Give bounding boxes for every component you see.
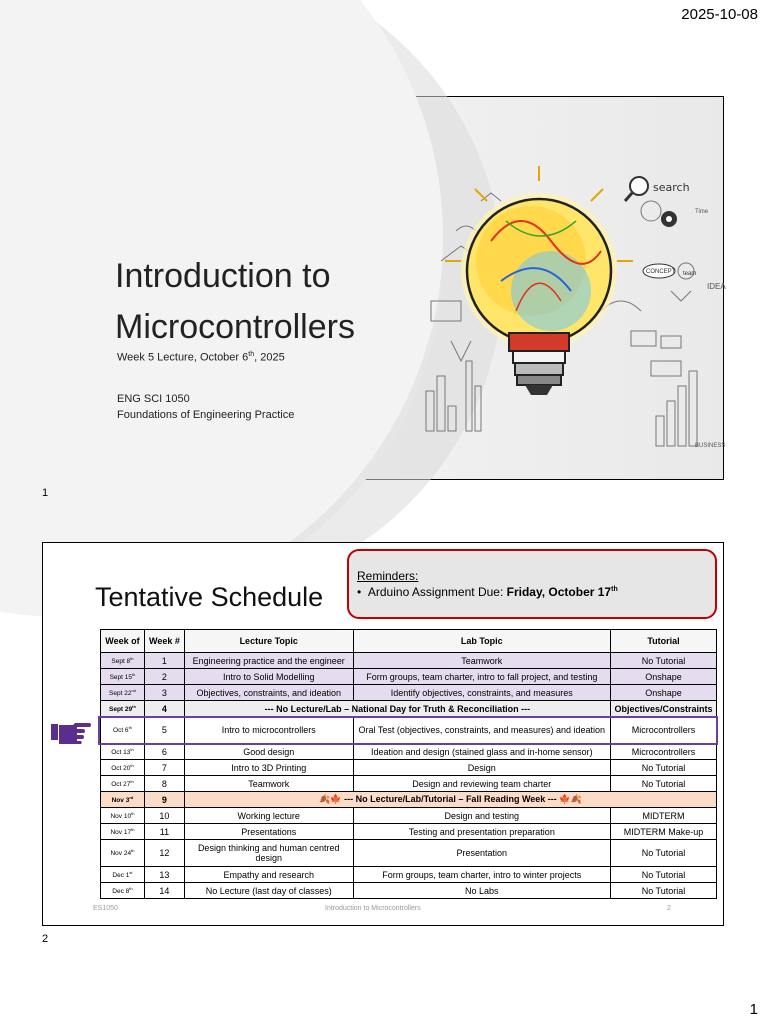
cell-week-number: 2: [144, 669, 184, 685]
cell-tutorial: Microcontrollers: [610, 717, 716, 744]
cell-lab-topic: Form groups, team charter, intro to winter projects: [353, 867, 610, 883]
cell-tutorial: Onshape: [610, 669, 716, 685]
cell-tutorial: Objectives/Constraints: [610, 701, 716, 717]
reminder-item: • Arduino Assignment Due: Friday, October 17th: [357, 585, 618, 599]
table-row: [101, 776, 717, 792]
reminders-heading: Reminders:: [357, 569, 419, 583]
cell-no-class-notice: 🍂🍁 --- No Lecture/Lab/Tutorial – Fall Reading Week --- 🍁🍂: [184, 792, 716, 808]
cell-week-of: Oct 20th: [101, 760, 145, 776]
cell-lab-topic: Design: [353, 760, 610, 776]
cell-lab-topic: Oral Test (objectives, constraints, and measures) and ideation: [353, 717, 610, 744]
course-name: Foundations of Engineering Practice: [117, 409, 295, 421]
table-row: [101, 840, 717, 867]
cell-week-of: Sept 29th: [101, 701, 145, 717]
schedule-table: [100, 629, 717, 899]
cell-week-number: 4: [144, 701, 184, 717]
cell-lab-topic: Design and testing: [353, 808, 610, 824]
cell-week-of: Nov 3rd: [101, 792, 145, 808]
slide-1: [42, 96, 724, 480]
svg-text:team: team: [683, 271, 697, 277]
cell-week-number: 11: [144, 824, 184, 840]
header-week-of: Week of: [101, 630, 145, 653]
cell-week-number: 7: [144, 760, 184, 776]
svg-text:IDEA: IDEA: [707, 282, 726, 291]
cell-lecture-topic: Engineering practice and the engineer: [184, 653, 353, 669]
cell-lecture-topic: Working lecture: [184, 808, 353, 824]
header-lab-topic: Lab Topic: [353, 630, 610, 653]
cell-lecture-topic: Good design: [184, 744, 353, 760]
cell-lab-topic: Form groups, team charter, intro to fall project, and testing: [353, 669, 610, 685]
cell-week-of: Nov 17th: [101, 824, 145, 840]
course-info: [117, 391, 294, 423]
pointing-hand-icon: [51, 719, 91, 743]
table-header-row: [101, 630, 717, 653]
cell-week-number: 6: [144, 744, 184, 760]
table-row: [101, 701, 717, 717]
table-row: [101, 653, 717, 669]
cell-week-of: Nov 10th: [101, 808, 145, 824]
cell-lecture-topic: Intro to Solid Modelling: [184, 669, 353, 685]
cell-week-of: Sept 15th: [101, 669, 145, 685]
table-row: [101, 760, 717, 776]
cell-lab-topic: Teamwork: [353, 653, 610, 669]
cell-week-of: Sept 8th: [101, 653, 145, 669]
page-number: 1: [749, 1001, 758, 1018]
cell-week-of: Nov 24th: [101, 840, 145, 867]
title-line-1: Introduction to: [115, 257, 331, 295]
cell-tutorial: MIDTERM Make-up: [610, 824, 716, 840]
cell-tutorial: No Tutorial: [610, 653, 716, 669]
print-date: 2025-10-08: [681, 6, 758, 23]
cell-week-number: 13: [144, 867, 184, 883]
table-row: [101, 867, 717, 883]
cell-week-number: 9: [144, 792, 184, 808]
svg-text:CONCEPT: CONCEPT: [646, 269, 676, 275]
cell-lab-topic: Testing and presentation preparation: [353, 824, 610, 840]
table-row: [101, 685, 717, 701]
cell-tutorial: No Tutorial: [610, 776, 716, 792]
lightbulb-illustration: [421, 161, 726, 477]
table-row: [101, 717, 717, 744]
cell-tutorial: No Tutorial: [610, 883, 716, 899]
cell-week-of: Dec 8th: [101, 883, 145, 899]
cell-week-number: 5: [144, 717, 184, 744]
cell-week-number: 14: [144, 883, 184, 899]
slide-1-label: 1: [42, 487, 49, 499]
cell-tutorial: Onshape: [610, 685, 716, 701]
slide-1-title: [115, 251, 355, 353]
cell-tutorial: Microcontrollers: [610, 744, 716, 760]
slide-2-title: Tentative Schedule: [95, 582, 324, 612]
cell-week-of: Sept 22nd: [101, 685, 145, 701]
table-row: [101, 808, 717, 824]
title-line-2: Microcontrollers: [115, 308, 355, 346]
header-week-num: Week #: [144, 630, 184, 653]
table-row: [101, 792, 717, 808]
cell-lecture-topic: Intro to 3D Printing: [184, 760, 353, 776]
cell-tutorial: No Tutorial: [610, 760, 716, 776]
cell-week-number: 12: [144, 840, 184, 867]
cell-lecture-topic: Teamwork: [184, 776, 353, 792]
slide-2: [42, 542, 724, 926]
svg-text:Time: Time: [695, 209, 709, 215]
reminders-box: [347, 549, 717, 619]
cell-lecture-topic: Intro to microcontrollers: [184, 717, 353, 744]
cell-week-number: 8: [144, 776, 184, 792]
footer-title: Introduction to Microcontrollers: [325, 905, 421, 912]
table-row: [101, 669, 717, 685]
cell-lab-topic: Presentation: [353, 840, 610, 867]
cell-lecture-topic: No Lecture (last day of classes): [184, 883, 353, 899]
cell-lab-topic: Design and reviewing team charter: [353, 776, 610, 792]
cell-lab-topic: No Labs: [353, 883, 610, 899]
table-row: [101, 883, 717, 899]
table-row: [101, 824, 717, 840]
cell-week-number: 1: [144, 653, 184, 669]
cell-lab-topic: Ideation and design (stained glass and in-home sensor): [353, 744, 610, 760]
slide-1-subtitle: Week 5 Lecture, October 6th, 2025: [117, 351, 285, 364]
cell-tutorial: No Tutorial: [610, 840, 716, 867]
cell-no-class-notice: --- No Lecture/Lab – National Day for Truth & Reconciliation ---: [184, 701, 610, 717]
svg-text:BUSINESS: BUSINESS: [695, 443, 726, 449]
table-row: [101, 744, 717, 760]
course-code: ENG SCI 1050: [117, 393, 190, 405]
cell-lecture-topic: Empathy and research: [184, 867, 353, 883]
slide-2-label: 2: [42, 933, 49, 945]
cell-lecture-topic: Design thinking and human centred design: [184, 840, 353, 867]
cell-week-of: Oct 13th: [101, 744, 145, 760]
header-lecture-topic: Lecture Topic: [184, 630, 353, 653]
header-tutorial: Tutorial: [610, 630, 716, 653]
cell-week-number: 10: [144, 808, 184, 824]
svg-text:search: search: [653, 181, 690, 194]
cell-lecture-topic: Objectives, constraints, and ideation: [184, 685, 353, 701]
cell-week-of: Oct 27th: [101, 776, 145, 792]
cell-week-of: Oct 6th: [101, 717, 145, 744]
cell-week-number: 3: [144, 685, 184, 701]
footer-slide-number: 2: [667, 905, 671, 912]
cell-tutorial: MIDTERM: [610, 808, 716, 824]
cell-lab-topic: Identify objectives, constraints, and measures: [353, 685, 610, 701]
cell-tutorial: No Tutorial: [610, 867, 716, 883]
footer-course: ES1050: [93, 905, 118, 912]
cell-lecture-topic: Presentations: [184, 824, 353, 840]
cell-week-of: Dec 1st: [101, 867, 145, 883]
